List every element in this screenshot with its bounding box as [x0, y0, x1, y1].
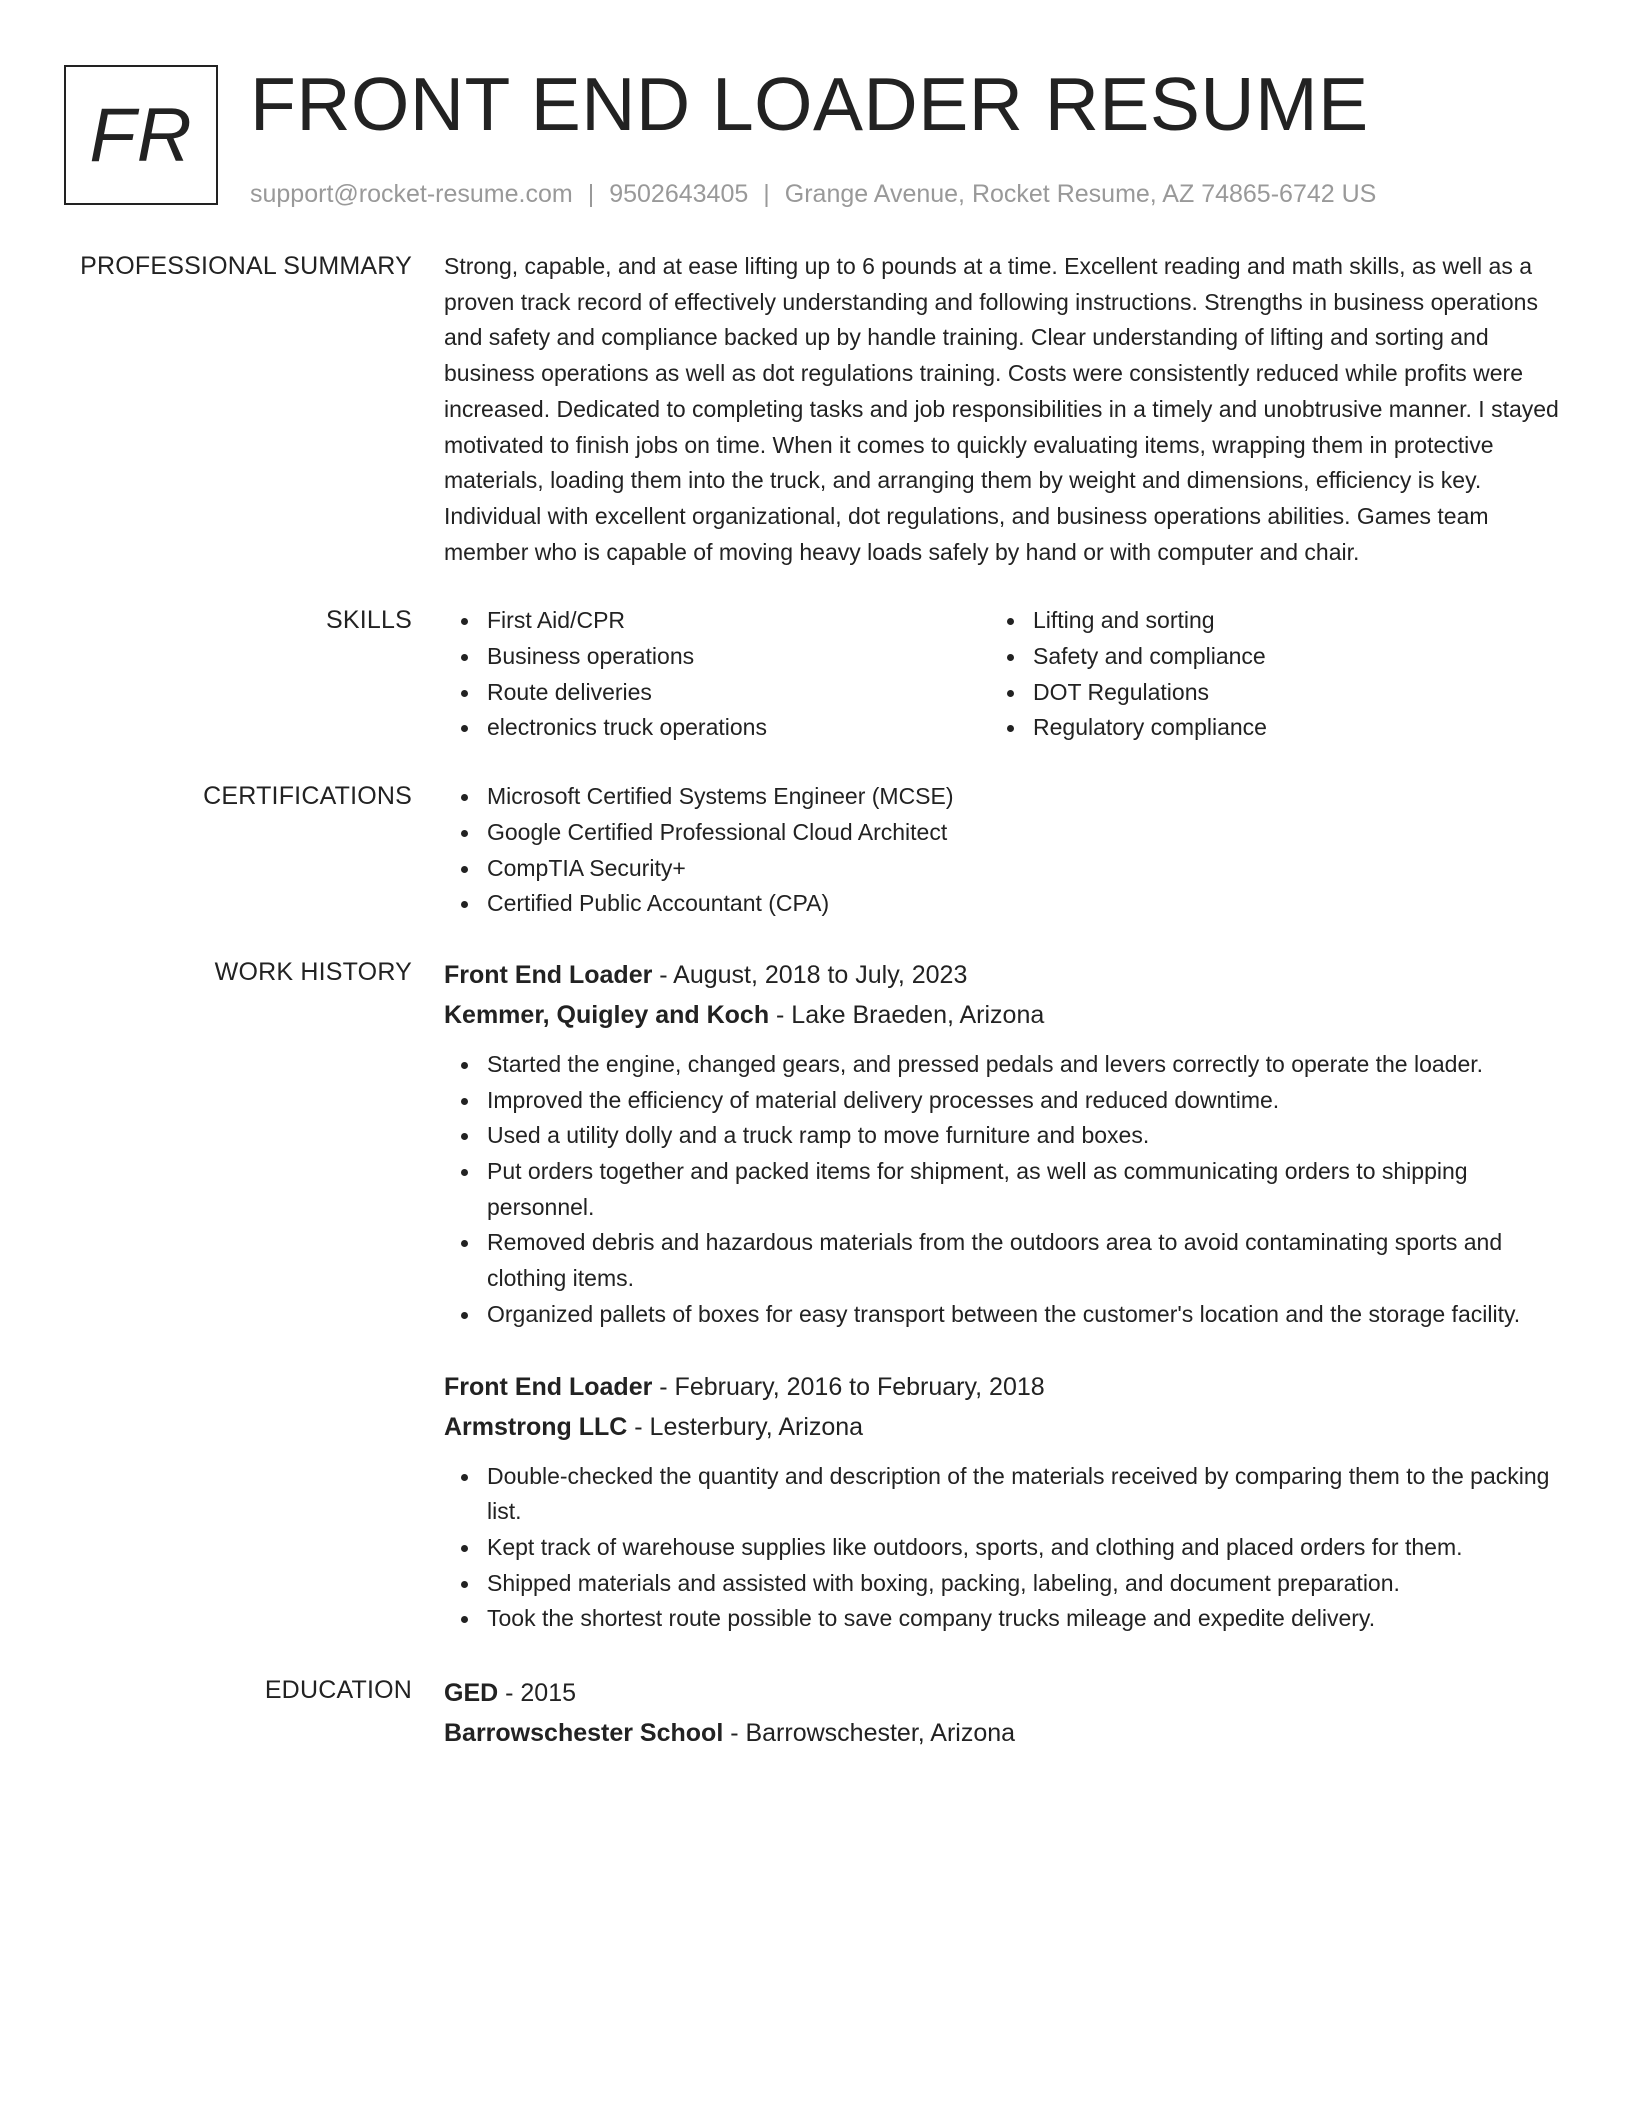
certifications-section — [64, 779, 1568, 922]
contact-address: Grange Avenue, Rocket Resume, AZ 74865-6742 US — [784, 180, 1377, 208]
monogram-logo: FR — [64, 65, 218, 205]
job-entry — [444, 1367, 1560, 1638]
skills-grid — [444, 603, 1560, 746]
contact-phone[interactable]: 9502643405 — [609, 180, 749, 208]
job-dates: - August, 2018 to July, 2023 — [652, 960, 968, 989]
professional-summary-section — [64, 249, 1568, 570]
section-label: WORK HISTORY — [214, 957, 412, 986]
job-title: Front End Loader — [444, 1372, 653, 1401]
resume-title: FRONT END LOADER RESUME — [250, 62, 1369, 146]
job-company-line — [444, 995, 1560, 1035]
skills-column-right — [990, 603, 1536, 746]
education-section — [64, 1673, 1568, 1753]
section-label: CERTIFICATIONS — [203, 782, 412, 811]
job-duty: Organized pallets of boxes for easy transport between the customer's location and the storage facility. — [444, 1297, 1560, 1333]
resume-header — [64, 62, 1568, 209]
job-title-line — [444, 1367, 1560, 1407]
certifications-body — [444, 779, 1560, 922]
certification-item: CompTIA Security+ — [444, 851, 1560, 887]
job-duties-list — [444, 1459, 1560, 1638]
job-company: Kemmer, Quigley and Koch — [444, 1000, 770, 1029]
job-duty: Used a utility dolly and a truck ramp to move furniture and boxes. — [444, 1118, 1560, 1154]
job-location: - Lesterbury, Arizona — [627, 1412, 864, 1441]
skill-item: Lifting and sorting — [990, 603, 1536, 639]
job-dates: - February, 2016 to February, 2018 — [652, 1372, 1045, 1401]
contact-line — [250, 180, 1376, 209]
section-label: EDUCATION — [264, 1676, 412, 1705]
skill-item: Business operations — [444, 639, 990, 675]
certification-item: Microsoft Certified Systems Engineer (MCSE) — [444, 779, 1560, 815]
certification-item: Certified Public Accountant (CPA) — [444, 886, 1560, 922]
skills-body — [444, 603, 1560, 746]
education-school: Barrowschester School — [444, 1719, 724, 1748]
job-duty: Double-checked the quantity and description of the materials received by comparing them to the packing list. — [444, 1459, 1560, 1530]
job-title: Front End Loader — [444, 960, 653, 989]
work-history-body — [444, 955, 1560, 1637]
job-duty: Kept track of warehouse supplies like outdoors, sports, and clothing and placed orders for them. — [444, 1530, 1560, 1566]
education-location: - Barrowschester, Arizona — [723, 1719, 1016, 1748]
skill-item: Route deliveries — [444, 675, 990, 711]
job-duty: Put orders together and packed items for shipment, as well as communicating orders to shipping personnel. — [444, 1154, 1560, 1225]
summary-body — [444, 249, 1560, 570]
skill-item: Regulatory compliance — [990, 710, 1536, 746]
summary-text: Strong, capable, and at ease lifting up to 6 pounds at a time. Excellent reading and math skills, as well as a proven track record of effectively understanding and following instructions. Strengths in business operations and safety and compliance backed up by handle training. Clear understanding of lifting and sorting and business operations as well as dot regulations training. Costs were consistently reduced while profits were increased. Dedicated to completing tasks and job responsibilities in a timely and unobtrusive manner. I stayed motivated to finish jobs on time. When it comes to quickly evaluating items, wrapping them in protective materials, loading them into the truck, and arranging them by weight and dimensions, efficiency is key. Individual with excellent organizational, dot regulations, and business operations abilities. Games team member who is capable of moving heavy loads safely by hand or with computer and chair. — [444, 253, 1559, 565]
job-duty: Removed debris and hazardous materials from the outdoors area to avoid contaminating sports and clothing items. — [444, 1225, 1560, 1296]
section-label: PROFESSIONAL SUMMARY — [80, 252, 412, 280]
certifications-list — [444, 779, 1560, 922]
education-year: - 2015 — [498, 1679, 577, 1708]
skills-column-left — [444, 603, 990, 746]
education-degree: GED — [444, 1679, 499, 1708]
job-duty: Took the shortest route possible to save company trucks mileage and expedite delivery. — [444, 1601, 1560, 1637]
education-degree-line — [444, 1673, 1560, 1713]
skills-section — [64, 603, 1568, 746]
education-school-line — [444, 1713, 1560, 1753]
contact-email[interactable]: support@rocket-resume.com — [250, 180, 573, 208]
contact-separator: | — [587, 180, 595, 208]
job-title-line — [444, 955, 1560, 995]
header-text — [250, 62, 1377, 209]
certification-item: Google Certified Professional Cloud Architect — [444, 815, 1560, 851]
job-duty: Improved the efficiency of material delivery processes and reduced downtime. — [444, 1083, 1560, 1119]
job-company-line — [444, 1407, 1560, 1447]
job-duty: Started the engine, changed gears, and pressed pedals and levers correctly to operate the loader. — [444, 1047, 1560, 1083]
contact-separator: | — [763, 180, 770, 208]
skill-item: Safety and compliance — [990, 639, 1536, 675]
education-body — [444, 1673, 1560, 1753]
job-duties-list — [444, 1047, 1560, 1333]
skill-item: First Aid/CPR — [444, 603, 990, 639]
job-location: - Lake Braeden, Arizona — [769, 1000, 1045, 1029]
job-entry — [444, 955, 1560, 1333]
section-label: SKILLS — [326, 606, 412, 635]
skill-item: DOT Regulations — [990, 675, 1536, 711]
job-duty: Shipped materials and assisted with boxing, packing, labeling, and document preparation. — [444, 1566, 1560, 1602]
skill-item: electronics truck operations — [444, 710, 990, 746]
job-company: Armstrong LLC — [444, 1412, 628, 1441]
work-history-section — [64, 955, 1568, 1637]
